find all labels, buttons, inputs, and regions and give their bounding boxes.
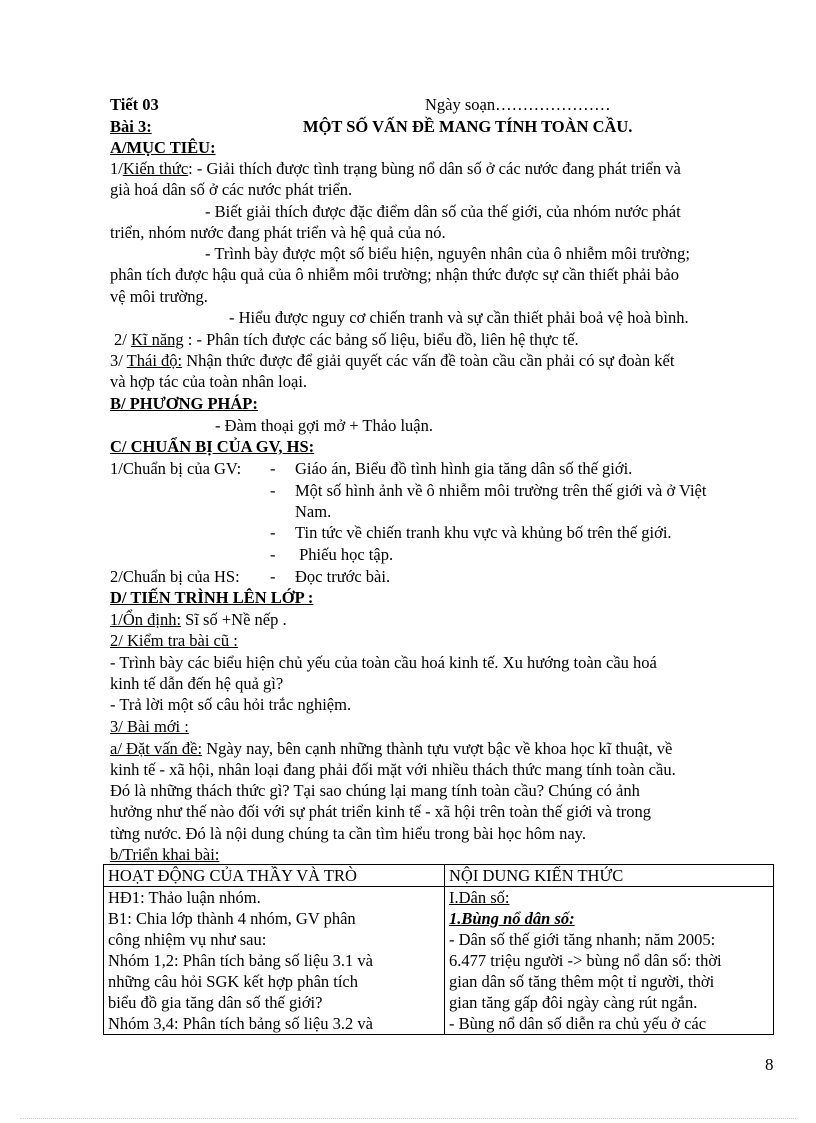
prep-dash: - [270,481,276,500]
review-line-2: kinh tế dẫn đến hệ quả gì? [110,674,284,693]
page-bottom-rule [20,1118,796,1119]
new-lesson-label: 3/ Bài mới : [110,717,189,736]
activity-line: B1: Chia lớp thành 4 nhóm, GV phân [108,909,356,928]
teacher-prep-label: 1/Chuẩn bị của GV: [110,459,242,478]
intro-label: a/ Đặt vấn đề: [110,739,203,758]
page-title: MỘT SỐ VẤN ĐỀ MANG TÍNH TOÀN CẦU. [303,117,633,136]
skills-text: : - Phân tích được các bảng số liệu, biểu đồ, liên hệ thực tế. [183,330,579,349]
knowledge-text: : - Giải thích được tình trạng bùng nổ dân số ở các nước đang phát triển và [188,159,681,178]
content-line: gian tăng gấp đôi ngày càng rút ngắn. [449,993,698,1012]
intro-text: Ngày nay, bên cạnh những thành tựu vượt bậc về khoa học kĩ thuật, về [202,739,673,758]
stabilize-line [110,609,287,630]
intro-line-2: kinh tế - xã hội, nhân loại đang phải đối mặt với nhiều thách thức mang tính toàn cầu. [110,760,676,779]
knowledge-line-2: già hoá dân số ở các nước phát triển. [110,180,353,199]
prep-dash: - [270,459,276,478]
content-subsection-title: 1.Bùng nổ dân số: [449,909,575,928]
content-line: 6.477 triệu người -> bùng nổ dân số: thời [449,951,722,970]
knowledge-line-7: vệ môi trường. [110,287,208,306]
content-line: gian dân số tăng thêm một tỉ người, thời [449,972,715,991]
teacher-prep-item: Phiếu học tập. [295,545,394,564]
section-c-heading: C/ CHUẨN BỊ CỦA GV, HS: [110,437,315,456]
prep-dash: - [270,545,276,564]
content-line: - Dân số thế giới tăng nhanh; năm 2005: [449,930,716,949]
activity-line: HĐ1: Thảo luận nhóm. [108,888,261,907]
stabilize-label: 1/Ổn định: [110,610,182,629]
student-prep-item: Đọc trước bài. [295,567,391,586]
attitude-prefix: 3/ [110,351,127,370]
knowledge-line-4: triển, nhóm nước đang phát triển và hệ quả của nó. [110,223,446,242]
page-number: 8 [765,1055,774,1074]
knowledge-line-6: phân tích được hậu quả của ô nhiễm môi trường; nhận thức được sự cần thiết phải bảo [110,265,679,284]
review-line-1: - Trình bày các biểu hiện chủ yếu của toàn cầu hoá kinh tế. Xu hướng toàn cầu hoá [110,653,657,672]
knowledge-line-5: - Trình bày được một số biểu hiện, nguyên nhân của ô nhiễm môi trường; [205,244,690,263]
table-row [104,887,774,1035]
activity-line: Nhóm 1,2: Phân tích bảng số liệu 3.1 và [108,951,373,970]
intro-line-5: từng nước. Đó là nội dung chúng ta cần tìm hiểu trong bài học hôm nay. [110,824,586,843]
intro-line-4: hưởng như thế nào đối với sự phát triển kinh tế - xã hội trên toàn thế giới và trong [110,802,652,821]
activity-line: biểu đồ gia tăng dân số thế giới? [108,993,323,1012]
skills-line [114,329,579,350]
stabilize-text: Sĩ số +Nề nếp . [181,610,287,629]
skills-label: Kĩ năng [130,330,184,349]
column-header-content: NỘI DUNG KIẾN THỨC [445,865,774,887]
teacher-prep-item: Một số hình ảnh về ô nhiễm môi trường trên thế giới và ở Việt [295,481,707,500]
activity-line: công nhiệm vụ như sau: [108,930,267,949]
intro-line-1 [110,738,672,759]
review-line-3: - Trả lời một số câu hỏi trắc nghiệm. [110,695,352,714]
prep-dash: - [270,567,276,586]
review-label: 2/ Kiểm tra bài cũ : [110,631,238,650]
section-d-heading: D/ TIẾN TRÌNH LÊN LỚP : [110,588,314,607]
method-text: - Đàm thoại gợi mở + Thảo luận. [215,416,433,435]
content-line: - Bùng nổ dân số diễn ra chủ yếu ở các [449,1014,707,1033]
student-prep-label: 2/Chuẩn bị của HS: [110,567,240,586]
intro-line-3: Đó là những thách thức gì? Tại sao chúng lại mang tính toàn cầu? Chúng có ảnh [110,781,640,800]
knowledge-line-3: - Biết giải thích được đặc điểm dân số của thế giới, của nhóm nước phát [205,202,681,221]
content-cell [445,887,774,1035]
date-line: Ngày soạn………………… [425,95,611,114]
knowledge-label: Kiến thức [122,159,189,178]
teacher-prep-item: Giáo án, Biểu đồ tình hình gia tăng dân số thế giới. [295,459,633,478]
activity-line: Nhóm 3,4: Phân tích bảng số liệu 3.2 và [108,1014,373,1033]
teacher-prep-item: Tin tức về chiến tranh khu vực và khủng bố trên thế giới. [295,523,672,542]
activities-cell [104,887,445,1035]
attitude-text: Nhận thức được để giải quyết các vấn đề toàn cầu cần phải có sự đoàn kết [182,351,675,370]
knowledge-line-1 [110,158,681,179]
section-a-heading: A/MỤC TIÊU: [110,138,216,157]
table-header-row [104,865,774,887]
section-b-heading [110,393,258,414]
teacher-prep-item: Nam. [295,502,332,521]
activity-table [103,864,774,1035]
knowledge-prefix: 1/ [110,159,123,178]
activity-line: những câu hỏi SGK kết hợp phân tích [108,972,359,991]
content-section-title: I.Dân số: [449,888,510,907]
attitude-label: Thái độ: [126,351,183,370]
column-header-activities: HOẠT ĐỘNG CỦA THẦY VÀ TRÒ [104,865,445,887]
prep-dash: - [270,523,276,542]
lesson-number: Tiết 03 [110,95,159,114]
attitude-line-2: và hợp tác của toàn nhân loại. [110,372,308,391]
knowledge-line-8: - Hiểu được nguy cơ chiến tranh và sự cần thiết phải boả vệ hoà bình. [229,308,689,327]
skills-prefix: 2/ [114,330,131,349]
section-b-heading-text: B/ PHƯƠNG PHÁP: [110,394,258,413]
lesson-label: Bài 3: [110,117,152,136]
attitude-line-1 [110,350,674,371]
deploy-label: b/Triển khai bài: [110,845,220,864]
